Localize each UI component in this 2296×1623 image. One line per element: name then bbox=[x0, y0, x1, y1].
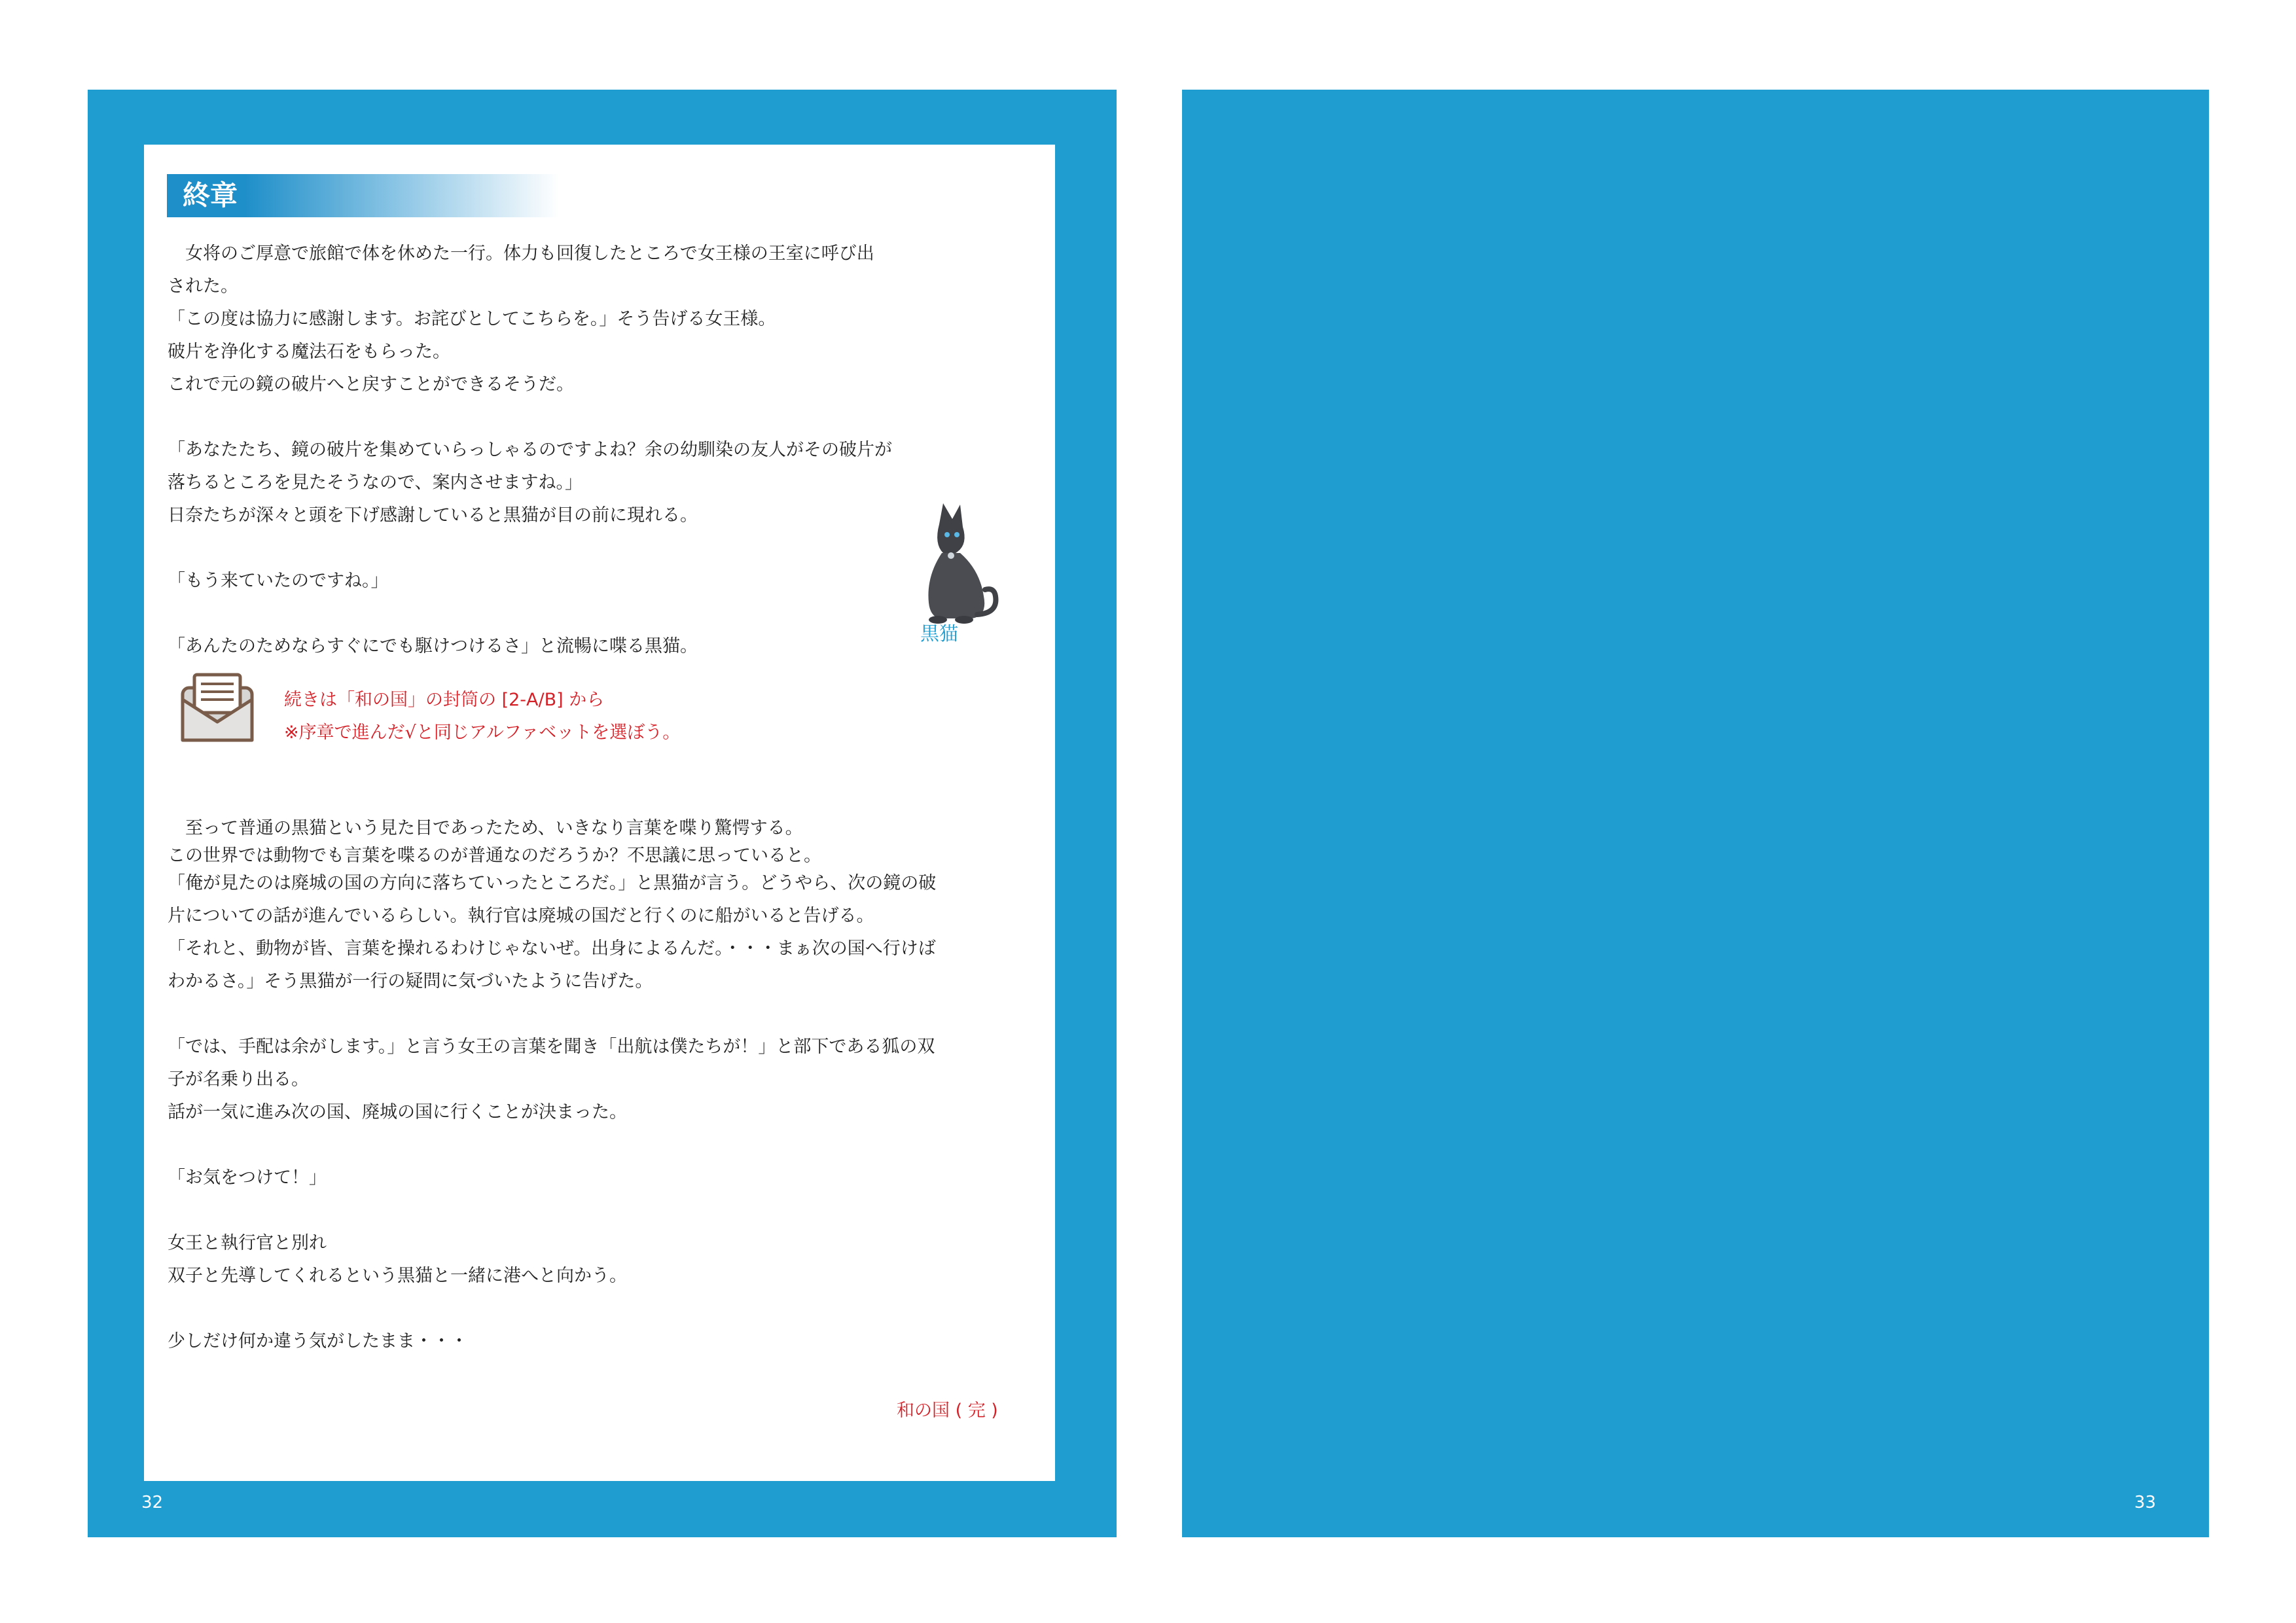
para-line: 至って普通の黒猫という見た目であったため、いきなり言葉を喋り驚愕する。 bbox=[168, 818, 803, 838]
ending-label: 和の国 ( 完 ) bbox=[897, 1400, 998, 1421]
cat-caption: 黒猫 bbox=[920, 622, 959, 645]
para-line: 「では、手配は余がします。」と言う女王の言葉を聞き「出航は僕たちが！」と部下である狐の双 bbox=[168, 1037, 935, 1057]
para-line: 女将のご厚意で旅館で体を休めた一行。体力も回復したところで女王様の王室に呼び出 bbox=[168, 243, 874, 264]
notice-line-2: ※序章で進んだ√と同じアルファベットを選ぼう。 bbox=[284, 722, 681, 743]
notice-line-1: 続きは「和の国」の封筒の [2-A/B] から bbox=[284, 690, 605, 710]
para-line: これで元の鏡の破片へと戻すことができるそうだ。 bbox=[168, 374, 574, 395]
para-line: 子が名乗り出る。 bbox=[168, 1069, 309, 1090]
chapter-header bbox=[167, 174, 560, 217]
para-line: 「この度は協力に感謝します。お詫びとしてこちらを。」そう告げる女王様。 bbox=[168, 309, 776, 329]
para-line: 「あんたのためならすぐにでも駆けつけるさ」と流暢に喋る黒猫。 bbox=[168, 636, 698, 656]
para-line: 「もう来ていたのですね。」 bbox=[168, 571, 389, 591]
para-line: わかるさ。」そう黒猫が一行の疑問に気づいたように告げた。 bbox=[168, 971, 653, 991]
envelope-icon bbox=[180, 671, 255, 744]
para-line: 落ちるところを見たそうなので、案内させますね。」 bbox=[168, 473, 583, 493]
para-line: 少しだけ何か違う気がしたまま・・・ bbox=[168, 1331, 468, 1351]
para-line: 「あなたたち、鏡の破片を集めていらっしゃるのですよね？余の幼馴染の友人がその破片が bbox=[168, 440, 892, 460]
para-line: この世界では動物でも言葉を喋るのが普通なのだろうか？不思議に思っていると。 bbox=[168, 846, 821, 866]
para-line: された。 bbox=[168, 276, 238, 296]
para-line: 破片を浄化する魔法石をもらった。 bbox=[168, 342, 450, 362]
para-line: 日奈たちが深々と頭を下げ感謝していると黒猫が目の前に現れる。 bbox=[168, 505, 698, 526]
para-line: 「お気をつけて！」 bbox=[168, 1168, 327, 1188]
para-line: 「俺が見たのは廃城の国の方向に落ちていったところだ。」と黒猫が言う。どうやら、次の鏡の破 bbox=[168, 873, 937, 893]
right-page bbox=[1182, 90, 2209, 1537]
black-cat-illustration bbox=[900, 498, 1005, 629]
para-line: 片についての話が進んでいるらしい。執行官は廃城の国だと行くのに船がいると告げる。 bbox=[168, 906, 874, 926]
para-line: 「それと、動物が皆、言葉を操れるわけじゃないぜ。出身によるんだ。・・・まぁ次の国へ行けば bbox=[168, 938, 936, 959]
para-line: 話が一気に進み次の国、廃城の国に行くことが決まった。 bbox=[168, 1102, 627, 1122]
chapter-title: 終章 bbox=[183, 179, 238, 211]
text-panel bbox=[144, 145, 1055, 1481]
page-number-left: 32 bbox=[141, 1493, 164, 1512]
page-number-right: 33 bbox=[2134, 1493, 2156, 1512]
para-line: 女王と執行官と別れ bbox=[168, 1233, 327, 1253]
left-page bbox=[88, 90, 1117, 1537]
para-line: 双子と先導してくれるという黒猫と一緒に港へと向かう。 bbox=[168, 1266, 627, 1286]
